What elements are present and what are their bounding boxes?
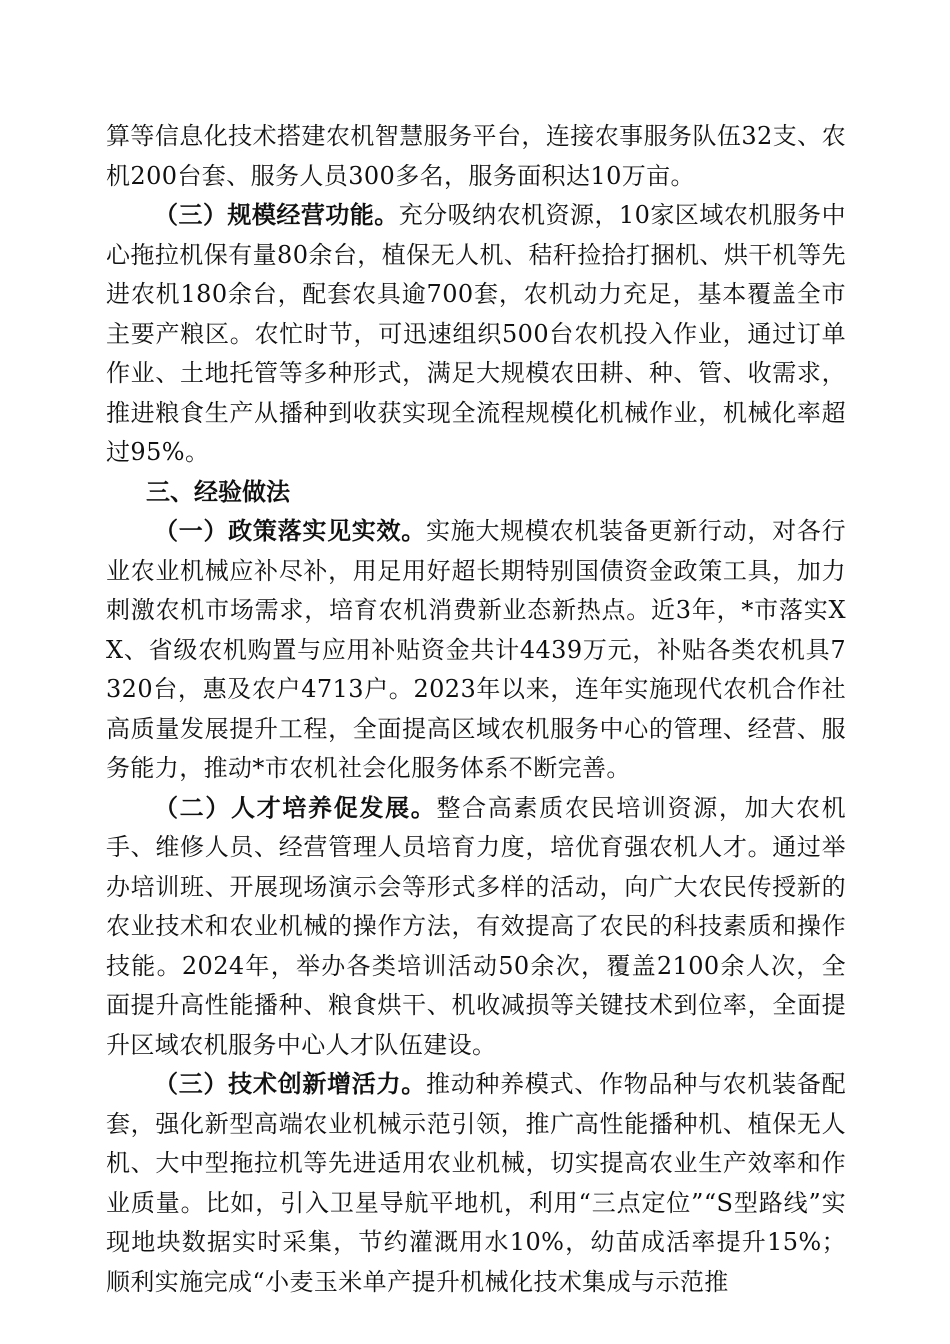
paragraph-lead: （一）政策落实见实效。 xyxy=(154,517,426,545)
paragraph-policy xyxy=(106,512,846,789)
paragraph-technology xyxy=(106,1065,846,1302)
paragraph-text: 实施大规模农机装备更新行动，对各行业农业机械应补尽补，用足用好超长期特别国债资金政策工具，加力刺激农机市场需求，培育农机消费新业态新热点。近3年，*市落实XX、省级农机购置与应用补贴资金共计4439万元，补贴各类农机具7320台，惠及农户4713户。2023年以来，连年实施现代农机合作社高质量发展提升工程，全面提高区域农机服务中心的管理、经营、服务能力，推动*市农机社会化服务体系不断完善。 xyxy=(106,517,846,782)
paragraph-lead: （三）技术创新增活力。 xyxy=(154,1070,426,1098)
paragraph-lead: （二）人才培养促发展。 xyxy=(154,793,437,822)
paragraph-scale-operation xyxy=(106,196,846,473)
paragraph-continuation xyxy=(106,117,846,196)
section-heading: 三、经验做法 xyxy=(146,477,290,506)
paragraph-talent xyxy=(106,789,846,1066)
paragraph-lead: （三）规模经营功能。 xyxy=(154,201,399,229)
paragraph-text: 推动种养模式、作物品种与农机装备配套，强化新型高端农业机械示范引领，推广高性能播种机、植保无人机、大中型拖拉机等先进适用农业机械，切实提高农业生产效率和作业质量。比如，引入卫星导航平地机，利用“三点定位”“S型路线”实现地块数据实时采集，节约灌溉用水10%，幼苗成活率提升15%；顺利实施完成“小麦玉米单产提升机械化技术集成与示范推 xyxy=(106,1070,846,1296)
document-body xyxy=(106,117,846,1302)
paragraph-text: 算等信息化技术搭建农机智慧服务平台，连接农事服务队伍32支、农机200台套、服务人员300多名，服务面积达10万亩。 xyxy=(106,122,846,190)
paragraph-text: 整合高素质农民培训资源，加大农机手、维修人员、经营管理人员培育力度，培优育强农机人才。通过举办培训班、开展现场演示会等形式多样的活动，向广大农民传授新的农业技术和农业机械的操作方法，有效提高了农民的科技素质和操作技能。2024年，举办各类培训活动50余次，覆盖2100余人次，全面提升高性能播种、粮食烘干、机收减损等关键技术到位率，全面提升区域农机服务中心人才队伍建设。 xyxy=(106,793,846,1059)
paragraph-text: 充分吸纳农机资源，10家区域农机服务中心拖拉机保有量80余台，植保无人机、秸秆捡拾打捆机、烘干机等先进农机180余台，配套农具逾700套，农机动力充足，基本覆盖全市主要产粮区。农忙时节，可迅速组织500台农机投入作业，通过订单作业、土地托管等多种形式，满足大规模农田耕、种、管、收需求，推进粮食生产从播种到收获实现全流程规模化机械作业，机械化率超过95%。 xyxy=(106,201,847,466)
